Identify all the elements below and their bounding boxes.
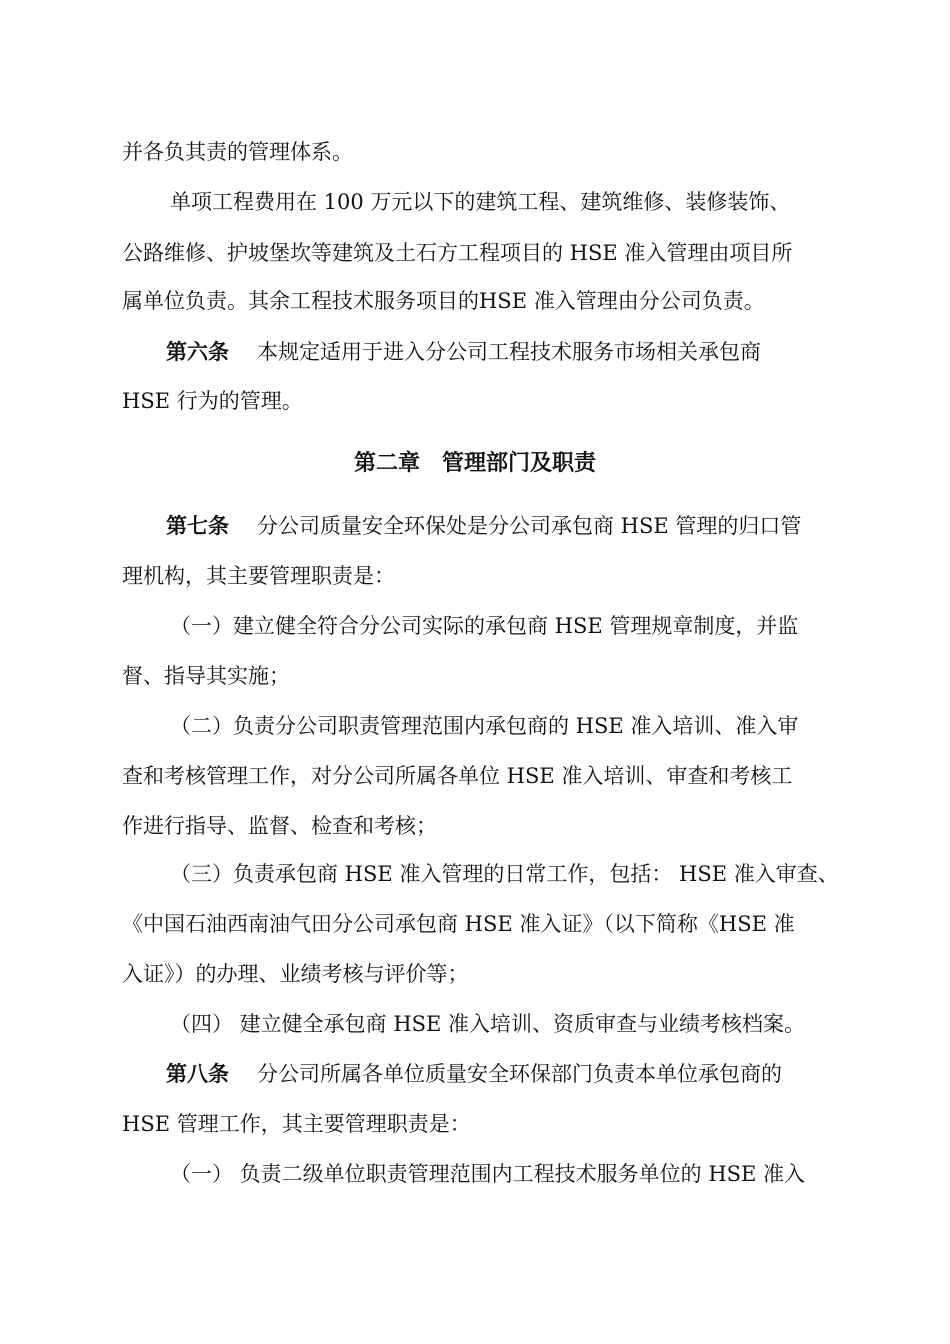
list-item-line: 《中国石油西南油气田分公司承包商 HSE 准入证》（以下简称《HSE 准 [122,912,795,936]
paragraph-line: 并各负其责的管理体系。 [122,140,353,164]
paragraph-line: 属单位负责。其余工程技术服务项目的HSE 准入管理由分公司负责。 [122,289,765,313]
article-label: 第八条 [166,1062,229,1086]
article-8-line-1 [0,1059,950,1089]
paragraph-line: HSE 行为的管理。 [122,389,303,413]
article-label: 第七条 [166,514,229,538]
paragraph-line: 公路维修、护坡堡坎等建筑及土石方工程项目的 HSE 准入管理由项目所 [122,241,793,265]
article-text: 本规定适用于进入分公司工程技术服务市场相关承包商 [257,340,761,364]
paragraph-line: HSE 管理工作，其主要管理职责是： [122,1112,471,1136]
paragraph-line: 理机构，其主要管理职责是： [122,564,395,588]
article-label: 第六条 [166,340,229,364]
list-item-line: （四） 建立健全承包商 HSE 准入培训、资质审查与业绩考核档案。 [170,1012,806,1036]
chapter-heading: 第二章 管理部门及职责 [353,451,596,476]
list-item-line: （一）建立健全符合分公司实际的承包商 HSE 管理规章制度，并监 [170,614,799,638]
list-item-line: （一） 负责二级单位职责管理范围内工程技术服务单位的 HSE 准入 [170,1162,806,1186]
list-item-line: 查和考核管理工作，对分公司所属各单位 HSE 准入培训、审查和考核工 [122,764,793,788]
article-6-line-1 [0,337,950,367]
list-item-line: 入证》）的办理、业绩考核与评价等； [122,962,469,986]
paragraph-line: 单项工程费用在 100 万元以下的建筑工程、建筑维修、装修装饰、 [170,190,791,214]
list-item-line: （二）负责分公司职责管理范围内承包商的 HSE 准入培训、准入审 [170,714,799,738]
article-text: 分公司所属各单位质量安全环保部门负责本单位承包商的 [257,1062,782,1086]
list-item-line: （三）负责承包商 HSE 准入管理的日常工作，包括： HSE 准入审查、 [170,862,839,886]
article-text: 分公司质量安全环保处是分公司承包商 HSE 管理的归口管 [257,514,802,538]
list-item-line: 作进行指导、监督、检查和考核； [122,814,437,838]
list-item-line: 督、指导其实施； [122,664,290,688]
article-7-line-1 [0,511,950,541]
